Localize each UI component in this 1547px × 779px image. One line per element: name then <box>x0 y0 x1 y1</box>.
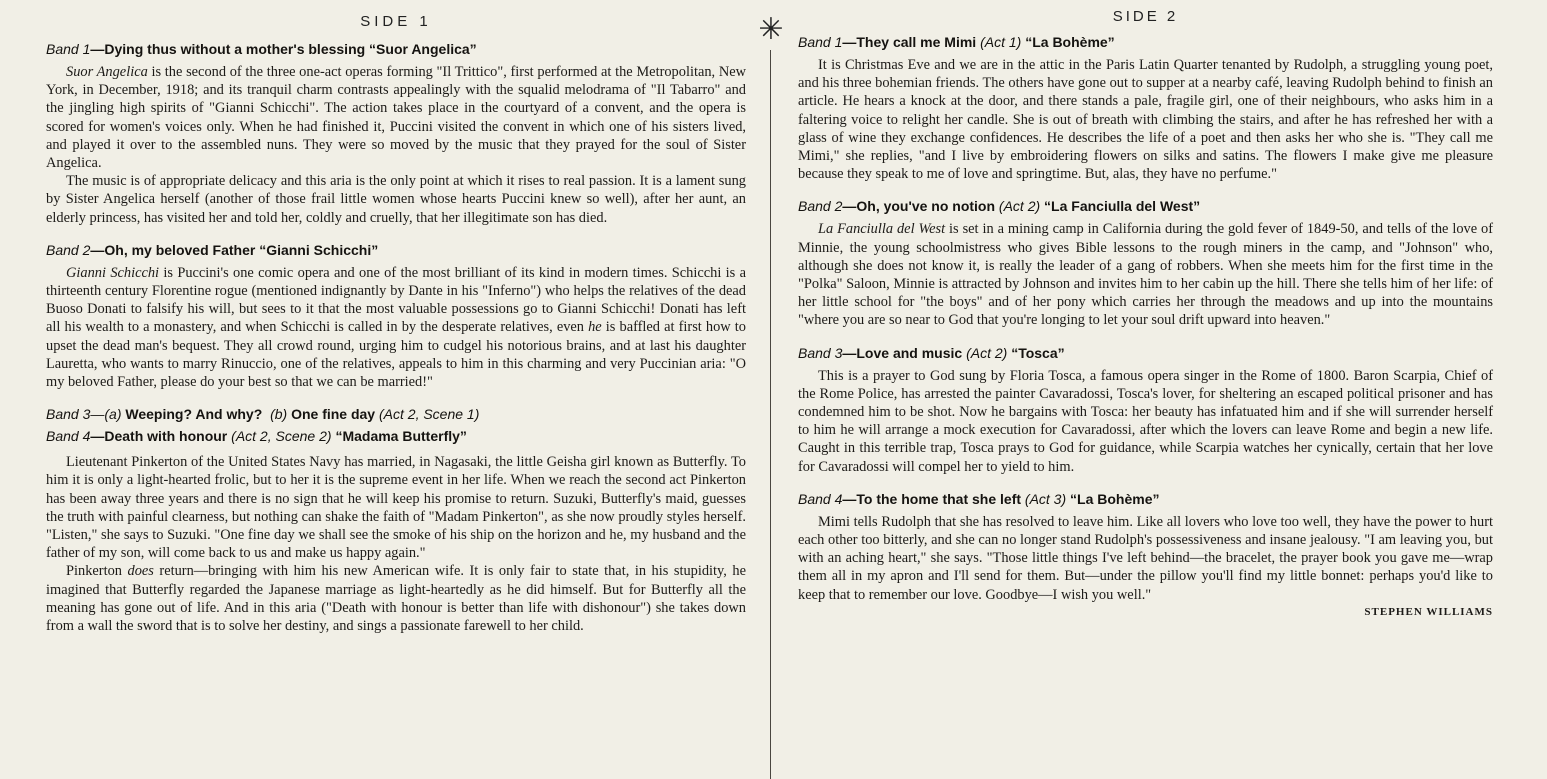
side1-band1-paragraph-2: The music is of appropriate delicacy and this aria is the only point at which it rises to real passion. It is a lament sung by Sister Angelica herself (another of those frail little women whose hearts Puccini knew so well), after her aunt, an elderly princess, has visited her and told her, coldly and cruelly, that her illegitimate son has died. <box>46 173 746 226</box>
side-1-title: SIDE 1 <box>360 13 432 30</box>
side-2-column <box>798 0 1493 618</box>
side1-band2-heading: Band 2—Oh, my beloved Father “Gianni Schicchi” <box>46 241 379 258</box>
side2-band1-heading: Band 1—They call me Mimi (Act 1) “La Bohème” <box>798 34 1115 50</box>
side1-band4-paragraph-2: Pinkerton does return—bringing with him his new American wife. It is only fair to state that, in his stupidity, he imagined that Butterfly regarded the Japanese marriage as light-heartedly as he did himself. But for Butterfly all the meaning has gone out of life. And in this aria ("Death with honour is better than life with dishonour") she takes down from a wall the sword that is to solve her destiny, and sings a passionate farewell to her child. <box>46 563 746 635</box>
side1-band1-heading: Band 1—Dying thus without a mother's blessing “Suor Angelica” <box>46 41 477 57</box>
side-1-column <box>46 0 746 643</box>
side2-band2-paragraph: La Fanciulla del West is set in a mining camp in California during the gold fever of 1849-50, and tells of the love of Minnie, the young schoolmistress who gives Bible lessons to the rough miners in the camp, and "Johnson" who, although she does not know it, is really the leader of a gang of robbers. When she meets him for the first time in the "Polka" Saloon, Minnie is attracted by Johnson and invites him to her cabin up the hill. There she tells him of her life: of her little school for "the boys" and of her pony which carries her through the meadows and up into the mountains "where you are so near to God that you're longing to let your soul drift upward into heaven." <box>798 221 1493 329</box>
star-ornament-icon: ✳ <box>758 12 784 47</box>
side2-band3-heading: Band 3—Love and music (Act 2) “Tosca” <box>798 344 1065 361</box>
side2-band3-paragraph: This is a prayer to God sung by Floria Tosca, a famous opera singer in the Rome of 1800. Baron Scarpia, Chief of the Rome Police, has arrested the painter Cavaradossi, Tosca's lover, for sheltering an escaped political prisoner and has condemned him to be shot. Now he bargains with Tosca: her beauty has infatuated him and if she will surrender herself to him he will arrange a mock execution for Cavaradossi, after which the lovers can leave Rome and begin a new life. Caught in this terrible trap, Tosca prays to God for guidance, while Scarpia watches her cynically, certain that her love for Cavaradossi will compel her to yield to him. <box>798 367 1493 475</box>
side1-band3-heading: Band 3—(a) Weeping? And why? (b) One fine day (Act 2, Scene 1) <box>46 406 480 423</box>
side2-band1-paragraph: It is Christmas Eve and we are in the attic in the Paris Latin Quarter tenanted by Rudolph, a struggling young poet, and his three bohemian friends. The others have gone out to supper at a nearby café, leaving Rudolph behind to finish an article. He hears a knock at the door, and there stands a pale, fragile girl, one of their neighbours, who asks him in a faltering voice to relight her candle. She is out of breath with climbing the stairs, and after he has refreshed her with a glass of wine they exchange confidences. He describes the life of a poet and then asks her who she is. "They call me Mimi," she replies, "and I live by embroidering flowers on silks and satins. The flowers I make give me pleasure because they speak to me of love and springtime. But, alas, they have no perfume." <box>798 57 1493 183</box>
author-signature: STEPHEN WILLIAMS <box>1364 605 1493 618</box>
column-divider <box>770 50 771 779</box>
side2-band4-paragraph: Mimi tells Rudolph that she has resolved to leave him. Like all lovers who love too well, they have the power to hurt each other too bitterly, and she can no longer stand Rudolph's possessiveness and insane jealousy. "I am leaving you, but with an aching heart," she says. "Those little things I've left behind—the bracelet, the prayer book you gave me—wrap them all in my apron and I'll send for them. But—under the pillow you'll find my little bonnet: perhaps you'd like to keep that to remember our love. Goodbye—I wish you well." <box>798 513 1493 603</box>
side2-band4-heading: Band 4—To the home that she left (Act 3) “La Bohème” <box>798 490 1160 507</box>
side-2-title: SIDE 2 <box>1112 8 1179 25</box>
side1-band1-paragraph-1: Suor Angelica is the second of the three one-act operas forming "Il Trittico", first performed at the Metropolitan, New York, in December, 1918; and its tranquil charm contrasts appealingly with the squalid melodrama of "Il Tabarro" and the jingling high spirits of "Gianni Schicchi". The action takes place in the courtyard of a convent, and the opera is scored for women's voices only. When he had finished it, Puccini visited the convent in which one of his sisters lived, and played it over to the assembled nuns. They were so moved by the music that they prayed for the soul of Sister Angelica. <box>46 64 746 172</box>
side2-band2-heading: Band 2—Oh, you've no notion (Act 2) “La Fanciulla del West” <box>798 198 1201 215</box>
side1-band4-paragraph-1: Lieutenant Pinkerton of the United States Navy has married, in Nagasaki, the little Geisha girl known as Butterfly. To him it is only a light-hearted frolic, but to her it is the supreme event in her life. When we reach the second act Pinkerton has been away three years and there is no sign that he will keep his promise to return. Suzuki, Butterfly's maid, guesses the truth with painful clearness, but nothing can shake the faith of "Madam Pinkerton", as she now proudly styles herself. "Listen," she says to Suzuki. "One fine day we shall see the smoke of his ship on the horizon and he, my husband and the father of my son, will come back to us and make us happy again." <box>46 454 746 562</box>
side1-band2-paragraph: Gianni Schicchi is Puccini's one comic opera and one of the most brilliant of its kind in modern times. Schicchi is a thirteenth century Florentine rogue (mentioned indignantly by Dante in his "Inferno") who helps the relatives of the dead Buoso Donati to falsify his will, but sees to it that the most valuable possessions go to Gianni Schicchi! Donati has left all his wealth to a monastery, and when Schicchi is called in by the desperate relatives, even he is baffled at first how to upset the dead man's bequest. They all crowd round, urging him to cudgel his notorious brains, and at last his daughter Lauretta, who wants to marry Rinuccio, one of the relatives, appeals to him in this charming and very Puccinian aria: "O my beloved Father, please do your best so that we can be married!" <box>46 264 746 391</box>
side1-band4-heading: Band 4—Death with honour (Act 2, Scene 2) “Madama Butterfly” <box>46 428 467 445</box>
